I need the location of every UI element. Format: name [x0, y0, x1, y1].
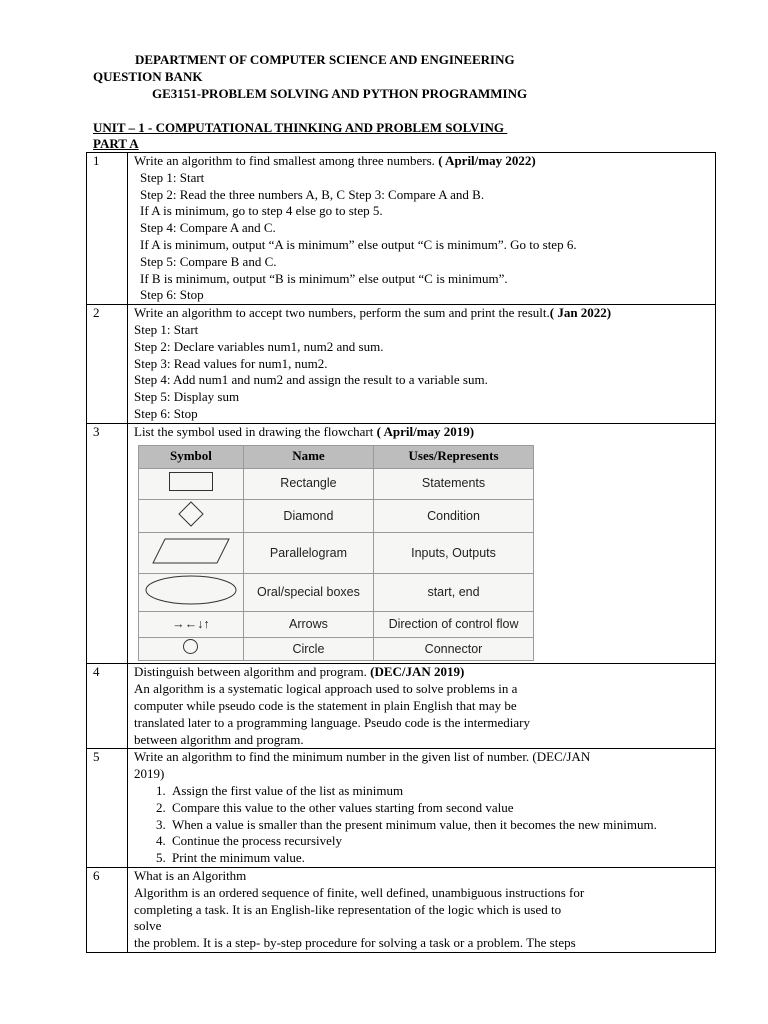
question-number: 5	[87, 749, 128, 868]
symbol-cell	[139, 574, 244, 612]
question-row-5	[87, 749, 716, 868]
list-item: 2. Compare this value to the other values starting from second value	[156, 799, 514, 815]
question-body	[128, 305, 716, 424]
list-item: 4. Continue the process recursively	[156, 833, 343, 849]
question-text: Write an algorithm to find smallest among three numbers. ( April/may 2022)	[134, 153, 536, 168]
exam-tag: (DEC/JAN 2019)	[370, 664, 465, 680]
flowchart-symbols-figure	[138, 445, 534, 662]
answer-line: An algorithm is a systematic logical approach used to solve problems in a	[134, 681, 518, 697]
table-row	[139, 468, 534, 499]
oval-symbol-icon	[144, 574, 238, 606]
name-cell: Diamond	[243, 499, 373, 533]
name-cell: Rectangle	[243, 468, 373, 499]
answer-line: Step 3: Read values for num1, num2.	[134, 355, 328, 371]
table-row	[139, 638, 534, 661]
list-item: 5. Print the minimum value.	[156, 850, 305, 866]
question-row-6	[87, 867, 716, 952]
answer-line: Step 6: Stop	[134, 405, 198, 421]
question-number: 4	[87, 664, 128, 749]
question-row-3	[87, 423, 716, 664]
question-table	[86, 152, 716, 953]
answer-line: If B is minimum, output “B is minimum” else output “C is minimum”.	[140, 270, 508, 286]
answer-line: Algorithm is an ordered sequence of finite, well defined, unambiguous instructions for	[134, 884, 585, 900]
use-cell: Statements	[374, 468, 534, 499]
column-header-uses: Uses/Represents	[374, 445, 534, 468]
table-row	[139, 574, 534, 612]
symbol-cell	[139, 638, 244, 661]
question-number: 2	[87, 305, 128, 424]
symbol-cell	[139, 533, 244, 574]
use-cell: Condition	[374, 499, 534, 533]
table-row	[139, 612, 534, 638]
list-item: 1. Assign the first value of the list as minimum	[156, 782, 404, 798]
answer-line: Step 2: Read the three numbers A, B, C Step 3: Compare A and B.	[140, 186, 485, 202]
question-body	[128, 749, 716, 868]
column-header-name: Name	[243, 445, 373, 468]
use-cell: Inputs, Outputs	[374, 533, 534, 574]
list-item: 3. When a value is smaller than the present minimum value, then it becomes the new minimum.	[156, 816, 657, 832]
exam-tag: ( Jan 2022)	[549, 305, 612, 321]
answer-line: solve	[134, 918, 162, 934]
exam-tag: ( April/may 2022)	[438, 153, 536, 168]
answer-line: Step 1: Start	[134, 321, 199, 337]
arrows-symbol-icon: →←↓↑	[139, 612, 244, 638]
answer-line: If A is minimum, go to step 4 else go to step 5.	[140, 203, 383, 219]
name-cell: Arrows	[243, 612, 373, 638]
answer-line: Step 5: Display sum	[134, 389, 240, 405]
question-body	[128, 153, 716, 305]
answer-line: computer while pseudo code is the statement in plain English that may be	[134, 697, 517, 713]
column-header-symbol: Symbol	[139, 445, 244, 468]
answer-line: Step 4: Add num1 and num2 and assign the result to a variable sum.	[134, 372, 488, 388]
name-cell: Oral/special boxes	[243, 574, 373, 612]
unit-heading: UNIT – 1 - COMPUTATIONAL THINKING AND PROBLEM SOLVING	[93, 120, 505, 135]
course-title: GE3151-PROBLEM SOLVING AND PYTHON PROGRAMMING	[152, 86, 528, 101]
question-body	[128, 664, 716, 749]
department-title: DEPARTMENT OF COMPUTER SCIENCE AND ENGINEERING	[135, 52, 515, 67]
use-cell: Direction of control flow	[374, 612, 534, 638]
use-cell: Connector	[374, 638, 534, 661]
question-text: Write an algorithm to accept two numbers, perform the sum and print the result.( Jan 2022)	[134, 305, 612, 321]
answer-line: translated later to a programming language. Pseudo code is the intermediary	[134, 714, 531, 730]
answer-list	[134, 783, 709, 867]
question-row-1	[87, 153, 716, 305]
question-bank-title: QUESTION BANK	[93, 69, 203, 84]
question-row-2	[87, 305, 716, 424]
question-text: Distinguish between algorithm and program. (DEC/JAN 2019)	[134, 664, 465, 680]
answer-line: Step 6: Stop	[140, 287, 204, 303]
question-number: 6	[87, 867, 128, 952]
question-number: 1	[87, 153, 128, 305]
parallelogram-symbol-icon	[151, 537, 231, 565]
answer-line: between algorithm and program.	[134, 731, 304, 747]
answer-line: Step 2: Declare variables num1, num2 and sum.	[134, 338, 384, 354]
symbol-cell	[139, 499, 244, 533]
question-text-continued: 2019)	[134, 766, 165, 782]
flowchart-symbols-table	[138, 445, 534, 662]
answer-line: Step 4: Compare A and C.	[140, 220, 276, 236]
question-number: 3	[87, 423, 128, 664]
answer-line: the problem. It is a step- by-step procedure for solving a task or a problem. The steps	[134, 935, 576, 951]
question-text: Write an algorithm to find the minimum number in the given list of number. (DEC/JAN	[134, 749, 591, 765]
answer-line: Step 5: Compare B and C.	[140, 253, 277, 269]
answer-line: completing a task. It is an English-like representation of the logic which is used to	[134, 901, 562, 917]
name-cell: Parallelogram	[243, 533, 373, 574]
part-heading: PART A	[93, 136, 139, 151]
question-body	[128, 867, 716, 952]
question-body	[128, 423, 716, 664]
rectangle-symbol-icon	[169, 472, 213, 491]
answer-line: If A is minimum, output “A is minimum” else output “C is minimum”. Go to step 6.	[140, 236, 577, 252]
diamond-symbol-icon	[177, 500, 205, 528]
symbol-cell	[139, 468, 244, 499]
answer-line: Step 1: Start	[140, 169, 205, 185]
question-text: What is an Algorithm	[134, 867, 247, 883]
name-cell: Circle	[243, 638, 373, 661]
use-cell: start, end	[374, 574, 534, 612]
question-row-4	[87, 664, 716, 749]
table-row	[139, 533, 534, 574]
exam-tag: ( April/may 2019)	[376, 423, 475, 439]
circle-symbol-icon	[183, 639, 198, 654]
question-text: List the symbol used in drawing the flowchart ( April/may 2019)	[134, 423, 475, 439]
table-row	[139, 499, 534, 533]
